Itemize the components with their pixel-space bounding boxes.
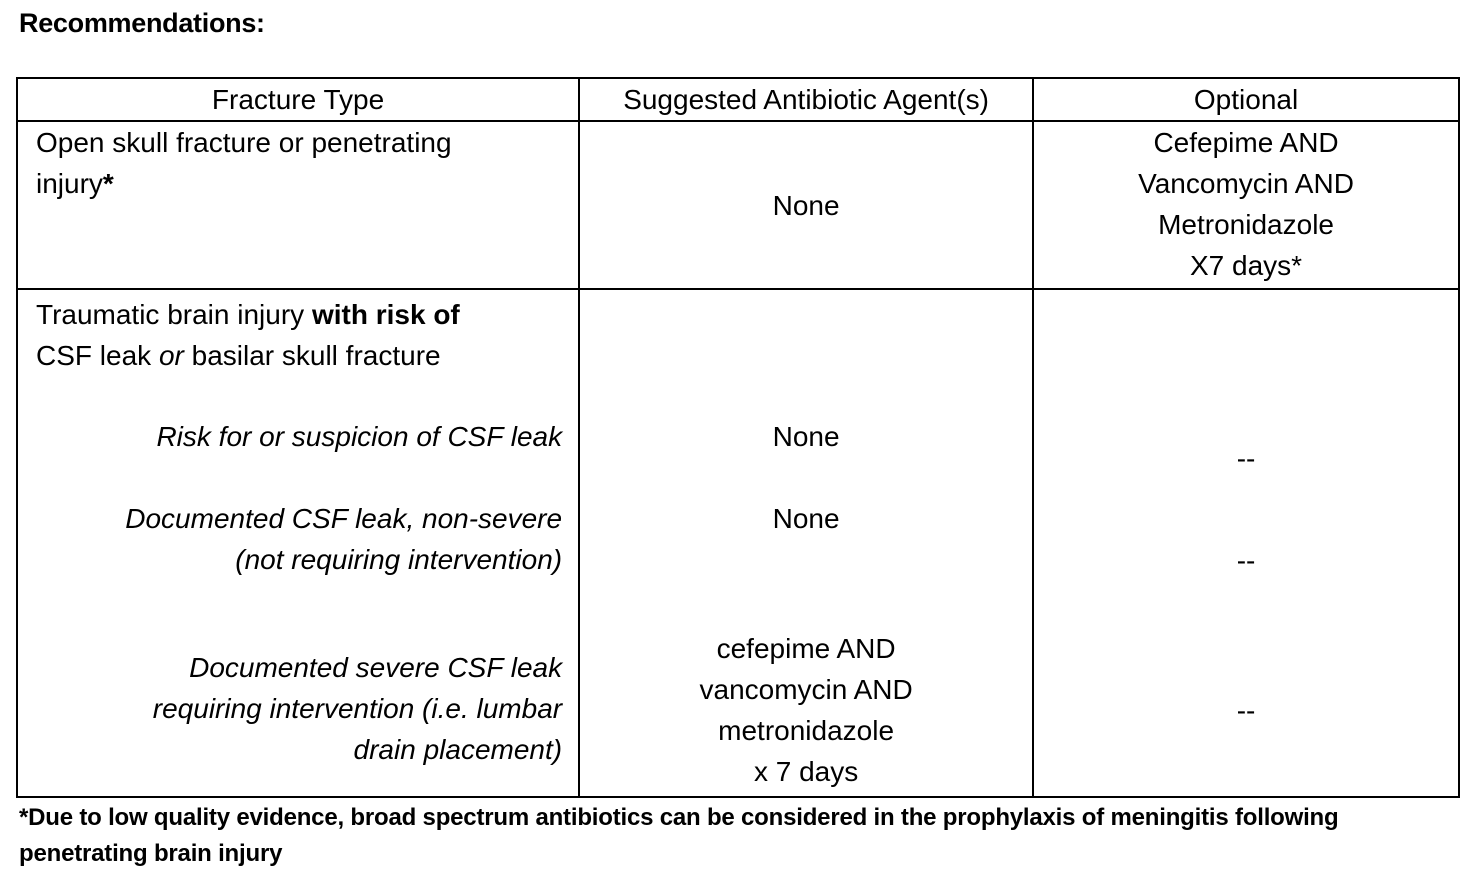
optional-line-1: Cefepime AND [1153, 127, 1339, 158]
optional-cell [1033, 289, 1459, 797]
agent-cell [579, 289, 1033, 797]
header-suggested-agents: Suggested Antibiotic Agent(s) [579, 78, 1033, 121]
optional-line-3: Metronidazole [1158, 209, 1334, 240]
fracture-type-cell [17, 289, 579, 797]
agent-non-severe: None [772, 503, 840, 534]
agent3-line2: vancomycin AND [699, 674, 913, 705]
tbi-title-part3: basilar skull fracture [183, 340, 441, 371]
sub3-line1: Documented severe CSF leak [189, 652, 563, 683]
tbi-title-part2: CSF leak [36, 340, 159, 371]
optional-line-2: Vancomycin AND [1138, 168, 1354, 199]
table-row-tbi [17, 289, 1459, 797]
sub-documented-non-severe [125, 498, 562, 580]
agent3-line4: x 7 days [753, 756, 859, 787]
agent-cell: None [579, 121, 1033, 289]
table-header-row [17, 78, 1459, 121]
fracture-type-cell [17, 121, 579, 289]
footnote-line1: *Due to low quality evidence, broad spectrum antibiotics can be considered in the prophylaxis of meningitis following [19, 804, 1339, 831]
header-optional: Optional [1033, 78, 1459, 121]
optional-cell [1033, 121, 1459, 289]
header-fracture-type: Fracture Type [17, 78, 579, 121]
page-heading: Recommendations: [19, 8, 265, 38]
optional-non-severe: -- [1236, 545, 1256, 576]
sub2-line2: (not requiring intervention) [235, 544, 563, 575]
sub-documented-severe [153, 647, 562, 770]
tbi-title-bold: with risk of [311, 299, 460, 330]
agent3-line1: cefepime AND [716, 633, 896, 664]
fracture-text-line1: Open skull fracture or penetrating [36, 127, 452, 158]
table-row-open-fracture [17, 121, 1459, 289]
sub-risk-csf-leak: Risk for or suspicion of CSF leak [156, 421, 563, 452]
tbi-title [36, 294, 560, 376]
sub3-line2: requiring intervention (i.e. lumbar [152, 693, 563, 724]
fracture-text-line2 [36, 163, 560, 204]
recommendations-table [16, 77, 1460, 798]
optional-severe: -- [1236, 695, 1256, 726]
footnote [19, 800, 1459, 872]
agent-risk: None [772, 421, 840, 452]
optional-line-4: X7 days* [1190, 250, 1303, 281]
agent-severe [580, 628, 1032, 792]
fracture-text-asterisk: * [102, 168, 114, 199]
optional-risk: -- [1236, 443, 1256, 474]
tbi-title-part1: Traumatic brain injury [36, 299, 312, 330]
sub3-line3: drain placement) [353, 734, 563, 765]
tbi-title-italic: or [158, 340, 184, 371]
agent3-line3: metronidazole [718, 715, 895, 746]
sub2-line1: Documented CSF leak, non-severe [125, 503, 563, 534]
fracture-text-plain: injury [36, 168, 103, 199]
footnote-line2: penetrating brain injury [19, 840, 283, 867]
